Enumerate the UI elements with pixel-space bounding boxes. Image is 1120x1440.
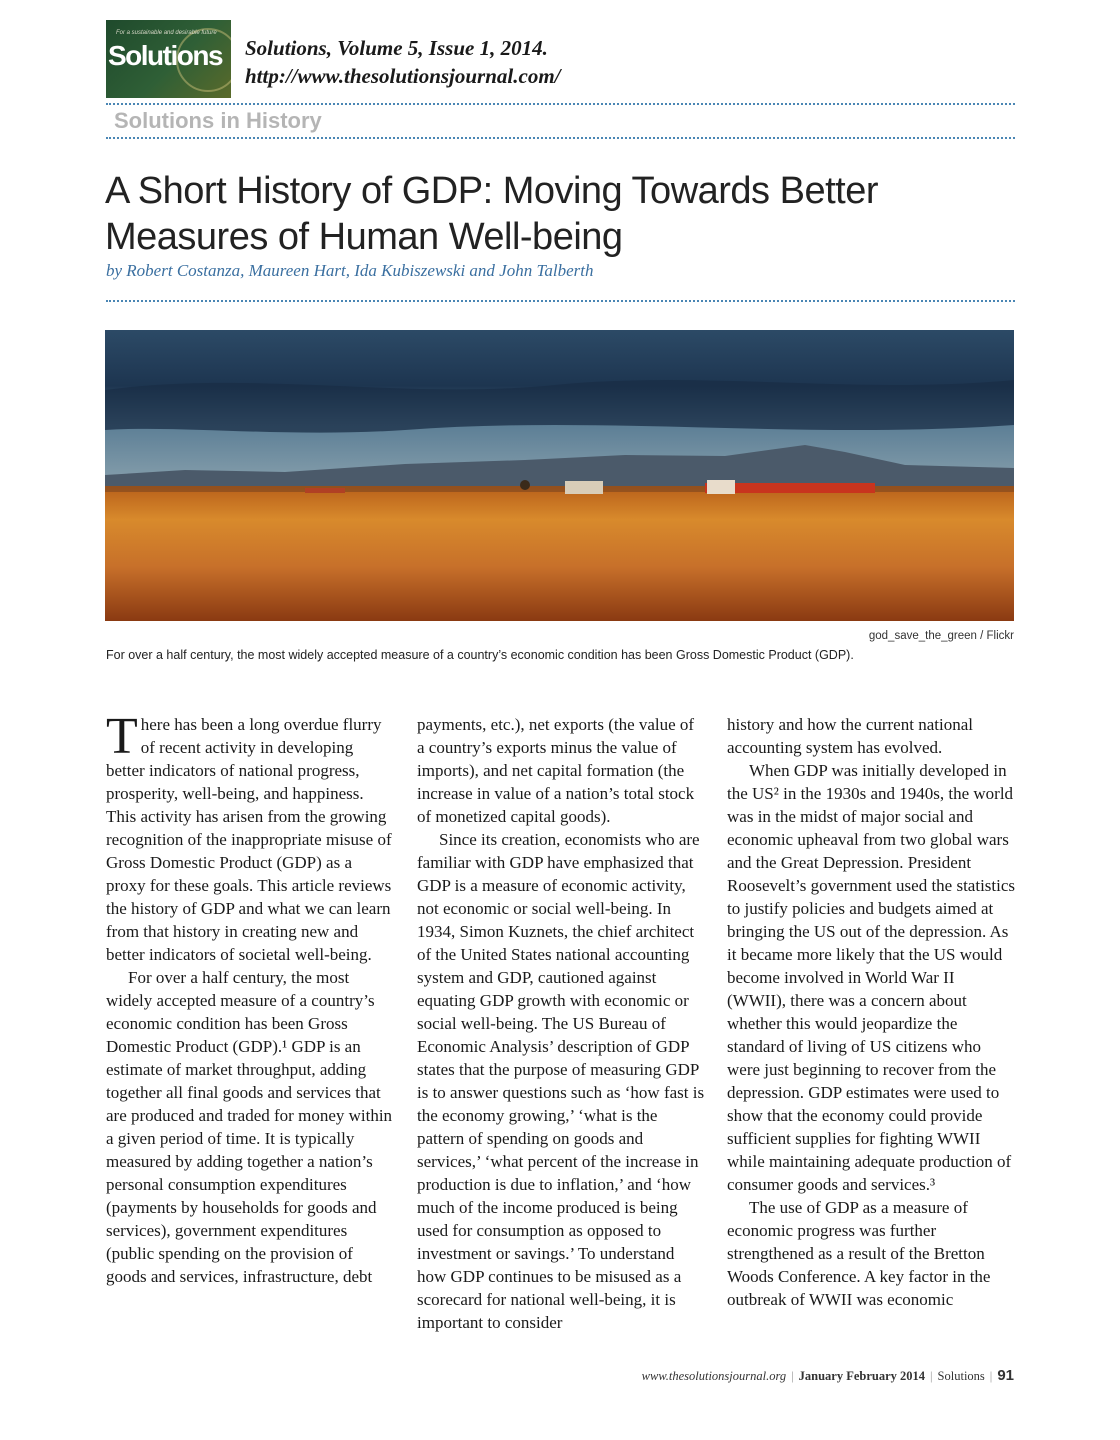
- photo-caption: For over a half century, the most widely accepted measure of a country’s economic condition has been Gross Domestic Product (GDP).: [106, 648, 854, 662]
- logo-tagline: For a sustainable and desirable future: [116, 30, 217, 36]
- photo-credit: god_save_the_green / Flickr: [868, 630, 1014, 642]
- divider-top: [106, 103, 1015, 105]
- footer-separator: |: [791, 1369, 794, 1383]
- paragraph: The use of GDP as a measure of economic progress was further strengthened as a result of the Bretton Woods Conference. A key factor in the outbreak of WWII was economic: [727, 1198, 991, 1309]
- footer-separator: |: [930, 1369, 933, 1383]
- footer-url[interactable]: www.thesolutionsjournal.org: [641, 1369, 787, 1383]
- journal-logo: [106, 20, 231, 98]
- citation-block: [245, 34, 560, 90]
- citation: Solutions, Volume 5, Issue 1, 2014.: [245, 36, 548, 60]
- footer-journal: Solutions: [937, 1369, 985, 1383]
- footer-separator: |: [989, 1369, 993, 1383]
- divider-byline: [106, 300, 1015, 302]
- byline: by Robert Costanza, Maureen Hart, Ida Kubiszewski and John Talberth: [106, 261, 594, 280]
- article-title: A Short History of GDP: Moving Towards Better Measures of Human Well-being: [105, 170, 878, 258]
- page-footer: [642, 1367, 1014, 1384]
- section-label: Solutions in History: [114, 108, 322, 133]
- drop-cap: T: [106, 708, 138, 765]
- paragraph: When GDP was initially developed in the US² in the 1930s and 1940s, the world was in the midst of major social and economic upheaval from two global wars and the Great Depression. President Roosevelt’s government used the statistics to justify policies and budgets aimed at bringing the US out of the depression. As it became more likely that the US would become involved in World War II (WWII), there was a concern about whether this would jeopardize the standard of living of US citizens who were just beginning to recover from the depression. GDP estimates were used to show that the economy could provide sufficient supplies for fighting WWII while maintaining adequate production of consumer goods and services.³: [727, 761, 1016, 1194]
- journal-url[interactable]: http://www.thesolutionsjournal.com/: [245, 64, 561, 88]
- landscape-photo: [105, 330, 1014, 621]
- paragraph: For over a half century, the most widely accepted measure of a country’s economic condition has been Gross Domestic Product (GDP).¹ GDP is an estimate of market throughput, adding together all final goods and services that are produced and traded for money within a given period of time. It is typically measured by adding together a nation’s personal consumption expenditures (payments by households for goods and services), government expenditures (public spending on the provision of goods and services, infrastructure, debt: [106, 968, 393, 1286]
- text-column-2: [417, 713, 705, 1334]
- paragraph: payments, etc.), net exports (the value of a country’s exports minus the value of imports), and net capital formation (the increase in value of a nation’s total stock of monetized capital goods).: [417, 715, 695, 826]
- page-number: 91: [997, 1367, 1014, 1384]
- logo-wordmark: Solutions: [108, 40, 223, 71]
- text-column-3: [727, 713, 1015, 1311]
- paragraph: history and how the current national accounting system has evolved.: [727, 715, 973, 757]
- text-column-1: [106, 708, 394, 1288]
- footer-date: January February 2014: [798, 1369, 926, 1383]
- paragraph: here has been a long overdue flurry of recent activity in developing better indicators of national progress, prosperity, well-being, and happiness. This activity has arisen from the growing recognition of the inappropriate misuse of Gross Domestic Product (GDP) as a proxy for these goals. This article reviews the history of GDP and what we can learn from that history in creating new and better indicators of societal well-being.: [106, 715, 392, 964]
- paragraph: Since its creation, economists who are familiar with GDP have emphasized that GDP is a measure of economic activity, not economic or social well-being. In 1934, Simon Kuznets, the chief architect of the United States national accounting system and GDP, cautioned against equating GDP growth with economic or social well-being. The US Bureau of Economic Analysis’ description of GDP states that the purpose of measuring GDP is to answer questions such as ‘how fast is the economy growing,’ ‘what is the pattern of spending on goods and services,’ ‘what percent of the increase in production is due to inflation,’ and ‘how much of the income produced is being used for consumption as opposed to investment or savings.’ To understand how GDP continues to be misused as a scorecard for national well-being, it is important to consider: [417, 830, 705, 1332]
- divider-section: [106, 137, 1015, 139]
